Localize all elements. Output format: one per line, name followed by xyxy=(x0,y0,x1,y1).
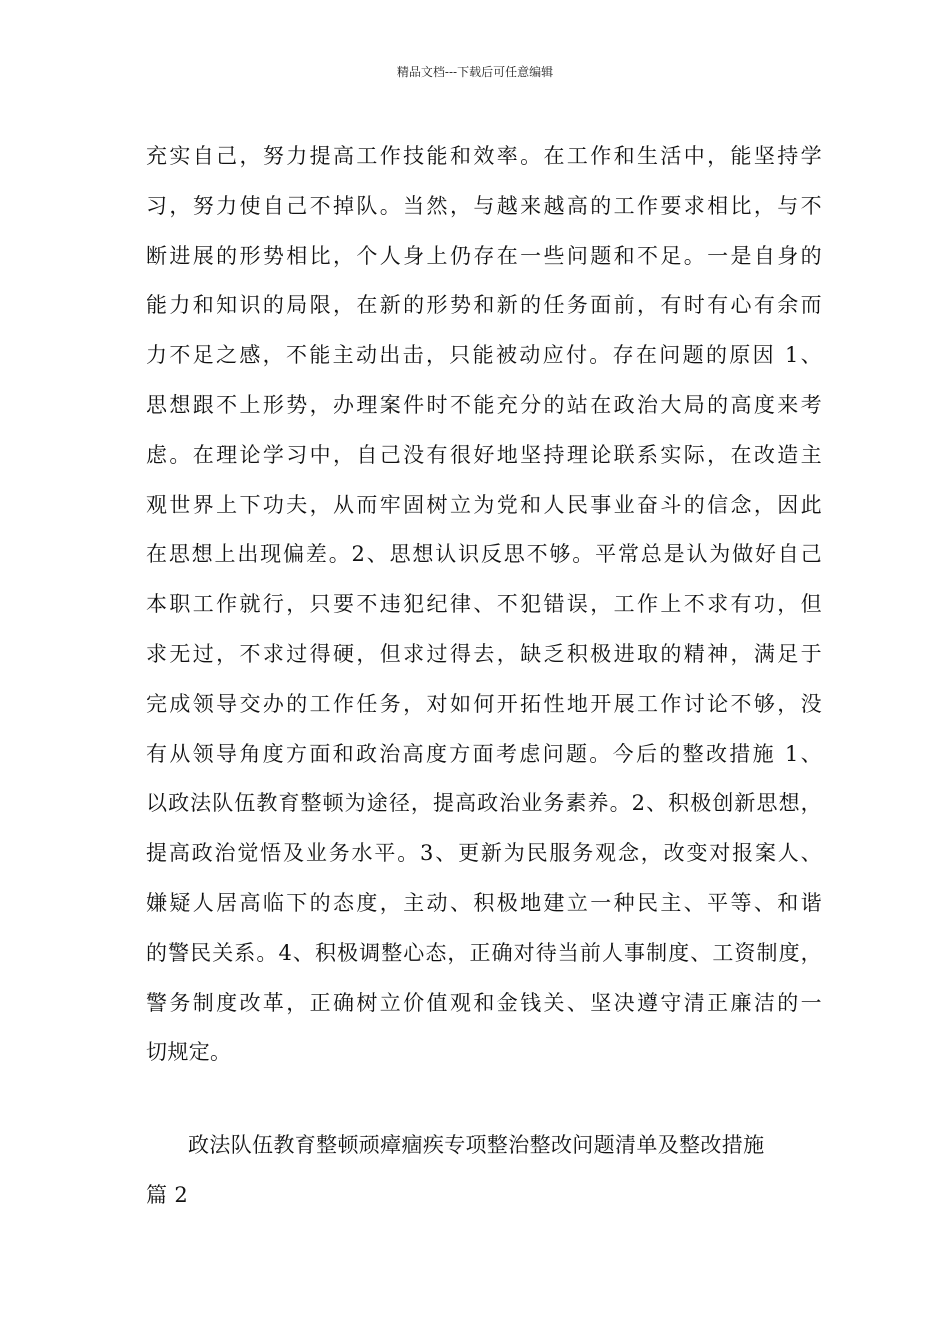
body-line: 在思想上出现偏差。2、思想认识反思不够。平常总是认为做好自己 xyxy=(146,542,822,567)
body-line: 以政法队伍教育整顿为途径，提高政治业务素养。2、积极创新思想， xyxy=(146,791,822,816)
body-line: 思想跟不上形势，办理案件时不能充分的站在政治大局的高度来考 xyxy=(146,392,822,417)
body-line: 能力和知识的局限，在新的形势和新的任务面前，有时有心有余而 xyxy=(146,293,822,318)
body-line: 习，努力使自己不掉队。当然，与越来越高的工作要求相比，与不 xyxy=(146,193,822,218)
body-line: 力不足之感，不能主动出击，只能被动应付。存在问题的原因 1、 xyxy=(146,343,822,368)
section-heading xyxy=(146,1120,822,1220)
section-heading-line: 政法队伍教育整顿顽瘴痼疾专项整治整改问题清单及整改措施 xyxy=(188,1133,765,1157)
body-line: 的警民关系。4、积极调整心态，正确对待当前人事制度、工资制度， xyxy=(146,940,822,965)
body-line: 完成领导交办的工作任务，对如何开拓性地开展工作讨论不够，没 xyxy=(146,691,822,716)
body-line: 观世界上下功夫，从而牢固树立为党和人民事业奋斗的信念，因此 xyxy=(146,492,822,517)
body-line: 嫌疑人居高临下的态度，主动、积极地建立一种民主、平等、和谐 xyxy=(146,890,822,915)
body-line: 求无过，不求过得硬，但求过得去，缺乏积极进取的精神，满足于 xyxy=(146,641,822,666)
body-line: 警务制度改革，正确树立价值观和金钱关、坚决遵守清正廉洁的一 xyxy=(146,990,822,1015)
page-header: 精品文档---下载后可任意编辑 xyxy=(396,65,554,79)
body-line: 断进展的形势相比，个人身上仍存在一些问题和不足。一是自身的 xyxy=(146,243,822,268)
body-line: 虑。在理论学习中，自己没有很好地坚持理论联系实际，在改造主 xyxy=(146,442,822,467)
body-line: 切规定。 xyxy=(146,1040,232,1065)
body-line: 充实自己，努力提高工作技能和效率。在工作和生活中，能坚持学 xyxy=(146,144,822,168)
section-heading-line: 篇 2 xyxy=(146,1183,189,1207)
body-line: 有从领导角度方面和政治高度方面考虑问题。今后的整改措施 1、 xyxy=(146,741,822,766)
body-line: 提高政治觉悟及业务水平。3、更新为民服务观念，改变对报案人、 xyxy=(146,841,822,866)
body-line: 本职工作就行，只要不违犯纪律、不犯错误，工作上不求有功，但 xyxy=(146,592,822,617)
body-text xyxy=(146,132,822,1078)
